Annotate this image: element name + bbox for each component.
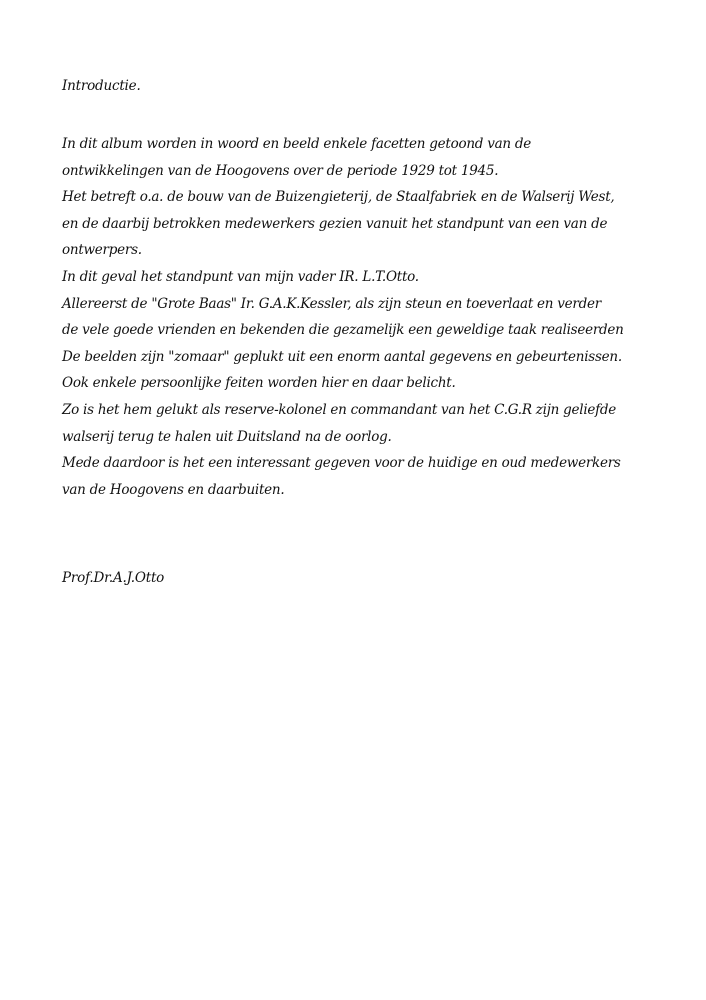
text-line: Zo is het hem gelukt als reserve-kolonel en commandant van het C.G.R zijn geliefde xyxy=(62,401,617,418)
text-line: Mede daardoor is het een interessant gegeven voor de huidige en oud medewerkers xyxy=(62,455,621,472)
text-line: ontwikkelingen van de Hoogovens over de periode 1929 tot 1945. xyxy=(62,162,499,179)
text-line: De beelden zijn "zomaar" geplukt uit een enorm aantal gegevens en gebeurtenissen. xyxy=(62,348,622,365)
text-line: van de Hoogovens en daarbuiten. xyxy=(62,481,285,498)
text-line: Allereerst de "Grote Baas" Ir. G.A.K.Kessler, als zijn steun en toeverlaat en verder xyxy=(62,295,601,312)
text-line: ontwerpers. xyxy=(62,242,142,259)
text-line: walserij terug te halen uit Duitsland na de oorlog. xyxy=(62,428,392,445)
text-line: en de daarbij betrokken medewerkers gezien vanuit het standpunt van een van de xyxy=(62,215,608,232)
signature: Prof.Dr.A.J.Otto xyxy=(62,570,165,586)
introduction-text xyxy=(62,131,624,503)
heading: Introductie. xyxy=(62,78,141,94)
text-line: Het betreft o.a. de bouw van de Buizengieterij, de Staalfabriek en de Walserij West, xyxy=(62,189,615,206)
text-line: In dit geval het standpunt van mijn vader IR. L.T.Otto. xyxy=(62,268,419,285)
text-line: In dit album worden in woord en beeld enkele facetten getoond van de xyxy=(62,136,531,152)
text-line: de vele goede vrienden en bekenden die gezamelijk een geweldige taak realiseerden xyxy=(62,322,624,339)
text-line: Ook enkele persoonlijke feiten worden hier en daar belicht. xyxy=(62,375,456,392)
